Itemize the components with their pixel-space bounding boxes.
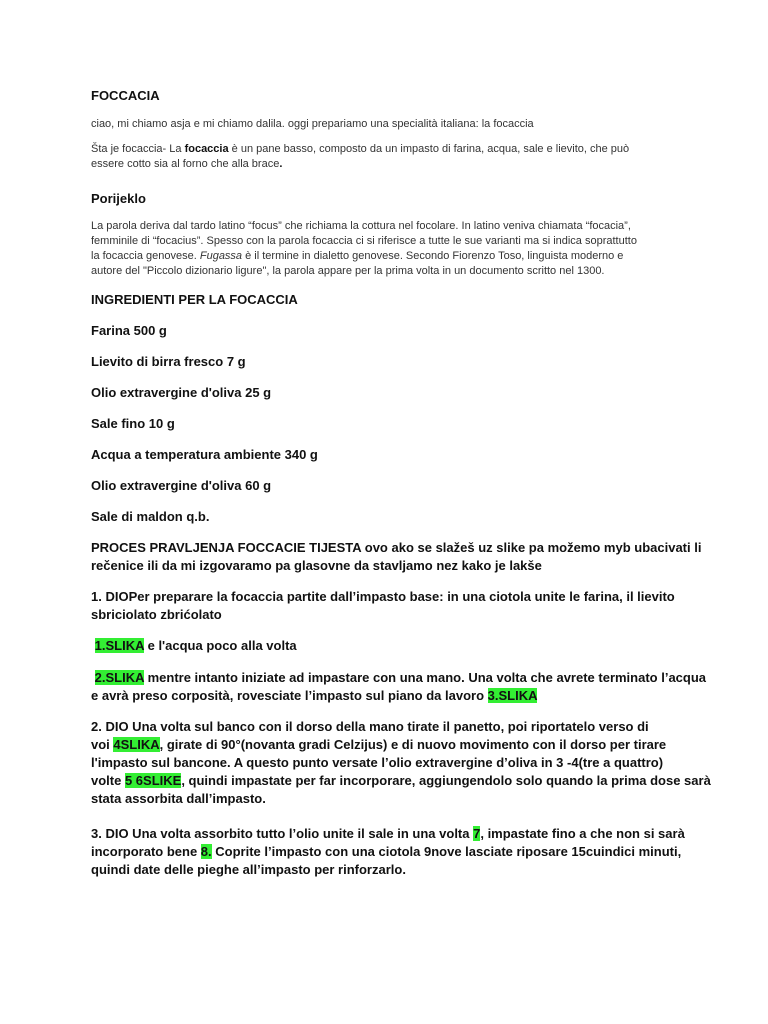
- image-tag-8: 8.: [200, 844, 212, 859]
- ingredient-item: Lievito di birra fresco 7 g: [91, 354, 246, 369]
- ingredient-item: Acqua a temperatura ambiente 340 g: [91, 447, 318, 462]
- image-tag-5-6: 5 6SLIKE: [124, 773, 182, 788]
- step-2-paragraph: 2. DIO Una volta sul banco con il dorso della mano tirate il panetto, poi riportatelo verso di voi 4SLIKA, girate di 90°(novanta gradi Celzijus) e di nuovo movimento con il dorso per tirare l'impasto sul bancone. A questo punto versate l’olio extravergine d’oliva in 3 -4(tre a quattro) volte 5 6SLIKE, quindi impastate per far incorporare, aggiungendolo solo quando la prima dose sarà stata assorbita dall’impasto.: [91, 719, 711, 806]
- ingredients-heading: INGREDIENTI PER LA FOCACCIA: [91, 292, 298, 307]
- origin-heading: Porijeklo: [91, 191, 146, 206]
- focaccia-bold: focaccia: [184, 143, 229, 155]
- image-tag-7: 7: [473, 826, 481, 841]
- image-tag-2: 2.SLIKA: [94, 670, 144, 685]
- document-title: FOCCACIA: [91, 88, 160, 103]
- ingredient-item: Olio extravergine d'oliva 25 g: [91, 385, 272, 400]
- step-1c-paragraph: 2.SLIKA mentre intanto iniziate ad impastare con una mano. Una volta che avrete terminato l’acqua e avrà preso corposità, rovesciate l’impasto sul piano da lavoro 3.SLIKA: [91, 670, 707, 703]
- ingredient-item: Sale fino 10 g: [91, 416, 175, 431]
- step-1b-paragraph: 1.SLIKA e l'acqua poco alla volta: [94, 638, 297, 653]
- image-tag-4: 4SLIKA: [113, 737, 160, 752]
- image-tag-1: 1.SLIKA: [94, 638, 144, 653]
- ingredient-item: Farina 500 g: [91, 323, 167, 338]
- step-3-paragraph: 3. DIO Una volta assorbito tutto l’olio unite il sale in una volta 7, impastate fino a che non si sarà incorporato bene 8. Coprite l’impasto con una ciotola 9nove lasciate riposare 15cuindici minuti, quindi date delle pieghe all’impasto per rinforzarlo.: [91, 826, 685, 877]
- ingredient-item: Sale di maldon q.b.: [91, 509, 210, 524]
- process-heading: PROCES PRAVLJENJA FOCCACIE TIJESTA ovo ako se slažeš uz slike pa možemo myb ubacivati li rečenice ili da mi izgovaramo pa glasovne da stavljamo nez kako je lakše: [91, 540, 702, 573]
- image-tag-3: 3.SLIKA: [487, 688, 538, 703]
- definition-paragraph: Šta je focaccia- La focaccia è un pane basso, composto da un impasto di farina, acqua, sale e lievito, che può essere cotto sia al forno che alla brace.: [91, 143, 630, 170]
- step-1-paragraph: 1. DIOPer preparare la focaccia partite dall’impasto base: in una ciotola unite le farina, il lievito sbriciolato zbrićolato: [91, 589, 675, 622]
- origin-paragraph: La parola deriva dal tardo latino “focus” che richiama la cottura nel focolare. In latino veniva chiamata “focacia”, femminile di “focacius”. Spesso con la parola focaccia ci si riferisce a tutte le sue varianti ma si indica soprattutto la focaccia genovese. Fugassa è il termine in dialetto genovese. Secondo Fiorenzo Toso, linguista moderno e autore del "Piccolo dizionario ligure", la parola appare per la prima volta in un documento scritto nel 1300.: [91, 220, 637, 277]
- ingredient-item: Olio extravergine d'oliva 60 g: [91, 478, 272, 493]
- intro-paragraph: ciao, mi chiamo asja e mi chiamo dalila. oggi prepariamo una specialità italiana: la focaccia: [91, 118, 534, 130]
